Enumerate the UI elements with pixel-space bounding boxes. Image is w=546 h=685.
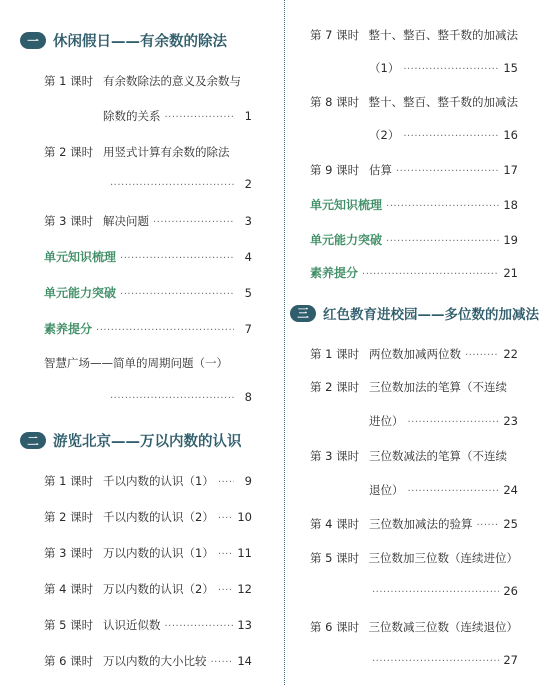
lesson-number: 第 3 课时 xyxy=(44,546,94,560)
leader-dots xyxy=(165,621,234,632)
lesson-number: 第 2 课时 xyxy=(44,510,94,524)
page-number: 16 xyxy=(503,128,518,142)
lesson-number: 第 1 课时 xyxy=(44,474,94,488)
toc-entry-continuation[interactable] xyxy=(110,177,252,193)
section-title: 单元能力突破 xyxy=(310,233,383,247)
lesson-title: 用竖式计算有余数的除法 xyxy=(103,145,230,159)
lesson-title: 解决问题 xyxy=(103,214,149,228)
toc-entry[interactable] xyxy=(310,448,518,464)
toc-entry-literacy[interactable] xyxy=(310,264,518,280)
leader-dots xyxy=(386,236,499,247)
unit-3-badge: 三 xyxy=(290,305,316,322)
lesson-number: 第 1 课时 xyxy=(44,74,94,88)
toc-entry-continuation[interactable] xyxy=(372,653,518,669)
lesson-number: 第 7 课时 xyxy=(310,28,360,42)
toc-entry[interactable] xyxy=(44,545,252,561)
lesson-title-continued: （1） xyxy=(369,61,400,75)
leader-dots xyxy=(408,417,500,428)
page-number: 2 xyxy=(244,177,252,191)
toc-entry-literacy[interactable] xyxy=(44,320,252,336)
page-number: 8 xyxy=(244,390,252,404)
toc-entry-continuation[interactable] xyxy=(103,108,252,124)
page-number: 26 xyxy=(503,584,518,598)
column-divider xyxy=(284,0,285,685)
page-number: 24 xyxy=(503,483,518,497)
lesson-title: 万以内数的认识（2） xyxy=(103,582,214,596)
page-number: 11 xyxy=(237,546,252,560)
page-number: 5 xyxy=(244,286,252,300)
section-title: 素养提分 xyxy=(310,266,359,280)
toc-entry[interactable] xyxy=(310,619,518,635)
leader-dots xyxy=(218,513,234,524)
page-number: 19 xyxy=(503,233,518,247)
lesson-title: 三位数减法的笔算（不连续 xyxy=(369,449,507,463)
toc-entry[interactable] xyxy=(310,162,518,178)
page-number: 3 xyxy=(244,214,252,228)
leader-dots xyxy=(408,486,500,497)
lesson-title: 认识近似数 xyxy=(103,618,161,632)
toc-entry[interactable] xyxy=(44,213,252,229)
leader-dots xyxy=(396,166,499,177)
page-number: 12 xyxy=(237,582,252,596)
page-number: 18 xyxy=(503,198,518,212)
lesson-number: 第 3 课时 xyxy=(44,214,94,228)
unit-2-title: 游览北京——万以内数的认识 xyxy=(53,434,242,450)
lesson-number: 第 2 课时 xyxy=(310,380,360,394)
toc-entry-continuation[interactable] xyxy=(369,60,518,76)
lesson-title: 整十、整百、整千数的加减法 xyxy=(368,28,518,42)
section-title: 单元知识梳理 xyxy=(310,198,383,212)
unit-1-title: 休闲假日——有余数的除法 xyxy=(53,34,227,50)
lesson-number: 第 6 课时 xyxy=(310,620,360,634)
toc-entry[interactable] xyxy=(44,73,252,89)
toc-entry-ability[interactable] xyxy=(310,231,518,247)
lesson-number: 第 5 课时 xyxy=(44,618,94,632)
lesson-number: 第 2 课时 xyxy=(44,145,94,159)
lesson-number: 第 4 课时 xyxy=(44,582,94,596)
leader-dots xyxy=(211,657,234,668)
lesson-number: 第 3 课时 xyxy=(310,449,360,463)
toc-entry-ability[interactable] xyxy=(44,284,252,300)
section-title: 单元能力突破 xyxy=(44,286,117,300)
page-number: 10 xyxy=(237,510,252,524)
lesson-title: 千以内数的认识（2） xyxy=(103,510,214,524)
lesson-title: 三位数加法的笔算（不连续 xyxy=(369,380,507,394)
leader-dots xyxy=(372,656,499,667)
leader-dots xyxy=(403,64,499,75)
lesson-number: 第 9 课时 xyxy=(310,163,360,177)
unit-3-title: 红色教育进校园——多位数的加减法 xyxy=(323,307,539,323)
leader-dots xyxy=(110,393,234,404)
page-number: 7 xyxy=(244,322,252,336)
unit-1-badge: 一 xyxy=(20,32,46,49)
page-number: 9 xyxy=(244,474,252,488)
toc-entry[interactable] xyxy=(44,509,252,525)
leader-dots xyxy=(218,585,234,596)
page-number: 15 xyxy=(503,61,518,75)
lesson-title-continued: 除数的关系 xyxy=(103,109,161,123)
lesson-title-continued: 进位） xyxy=(369,414,404,428)
lesson-number: 第 4 课时 xyxy=(310,517,360,531)
toc-entry-continuation[interactable] xyxy=(369,413,518,429)
toc-entry-continuation[interactable] xyxy=(369,127,518,143)
lesson-number: 第 5 课时 xyxy=(310,551,360,565)
unit-1-header xyxy=(20,30,227,51)
leader-dots xyxy=(218,477,234,488)
page-number: 27 xyxy=(503,653,518,667)
leader-dots xyxy=(386,201,499,212)
lesson-title-continued: （2） xyxy=(369,128,400,142)
page-number: 25 xyxy=(503,517,518,531)
leader-dots xyxy=(218,549,234,560)
section-title: 单元知识梳理 xyxy=(44,250,117,264)
unit-3-header xyxy=(290,303,539,323)
leader-dots xyxy=(120,289,234,300)
page-number: 14 xyxy=(237,654,252,668)
toc-entry-wisdom[interactable] xyxy=(44,355,252,371)
toc-entry-continuation[interactable] xyxy=(369,482,518,498)
lesson-title: 三位数减三位数（连续退位） xyxy=(368,620,518,634)
toc-entry[interactable] xyxy=(310,379,518,395)
lesson-number: 第 6 课时 xyxy=(44,654,94,668)
leader-dots xyxy=(465,350,499,361)
toc-entry[interactable] xyxy=(310,94,518,110)
lesson-number: 第 8 课时 xyxy=(310,95,360,109)
toc-entry[interactable] xyxy=(44,473,252,489)
lesson-title: 万以内数的大小比较 xyxy=(103,654,207,668)
leader-dots xyxy=(403,131,499,142)
leader-dots xyxy=(165,112,235,123)
page-number: 22 xyxy=(503,347,518,361)
toc-entry-continuation[interactable] xyxy=(372,584,518,600)
lesson-title: 三位数加减法的验算 xyxy=(369,517,473,531)
leader-dots xyxy=(372,587,499,598)
lesson-number: 第 1 课时 xyxy=(310,347,360,361)
toc-entry[interactable] xyxy=(44,617,252,633)
lesson-title: 千以内数的认识（1） xyxy=(103,474,214,488)
page-number: 4 xyxy=(244,250,252,264)
leader-dots xyxy=(120,253,234,264)
toc-entry-summary[interactable] xyxy=(44,248,252,264)
leader-dots xyxy=(96,325,234,336)
toc-entry[interactable] xyxy=(44,581,252,597)
leader-dots xyxy=(153,217,234,228)
lesson-title: 三位数加三位数（连续进位） xyxy=(368,551,518,565)
toc-entry[interactable] xyxy=(310,550,518,566)
leader-dots xyxy=(362,269,499,280)
page-number: 1 xyxy=(244,109,252,123)
lesson-title: 整十、整百、整千数的加减法 xyxy=(368,95,518,109)
toc-entry-summary[interactable] xyxy=(310,196,518,212)
toc-entry-continuation[interactable] xyxy=(110,390,252,406)
leader-dots xyxy=(110,180,234,191)
lesson-title: 万以内数的认识（1） xyxy=(103,546,214,560)
toc-entry[interactable] xyxy=(310,346,518,362)
unit-2-badge: 二 xyxy=(20,432,46,449)
toc-entry[interactable] xyxy=(310,27,518,43)
section-title: 智慧广场——简单的周期问题（一） xyxy=(44,356,228,370)
page-number: 23 xyxy=(503,414,518,428)
toc-entry[interactable] xyxy=(44,653,252,669)
page-number: 17 xyxy=(503,163,518,177)
page-number: 21 xyxy=(503,266,518,280)
lesson-title: 估算 xyxy=(369,163,392,177)
lesson-title: 有余数除法的意义及余数与 xyxy=(103,74,241,88)
leader-dots xyxy=(477,520,500,531)
section-title: 素养提分 xyxy=(44,322,93,336)
lesson-title-continued: 退位） xyxy=(369,483,404,497)
toc-entry[interactable] xyxy=(310,516,518,532)
page-number: 13 xyxy=(237,618,252,632)
lesson-title: 两位数加减两位数 xyxy=(369,347,461,361)
toc-entry[interactable] xyxy=(44,144,252,160)
unit-2-header xyxy=(20,430,242,451)
